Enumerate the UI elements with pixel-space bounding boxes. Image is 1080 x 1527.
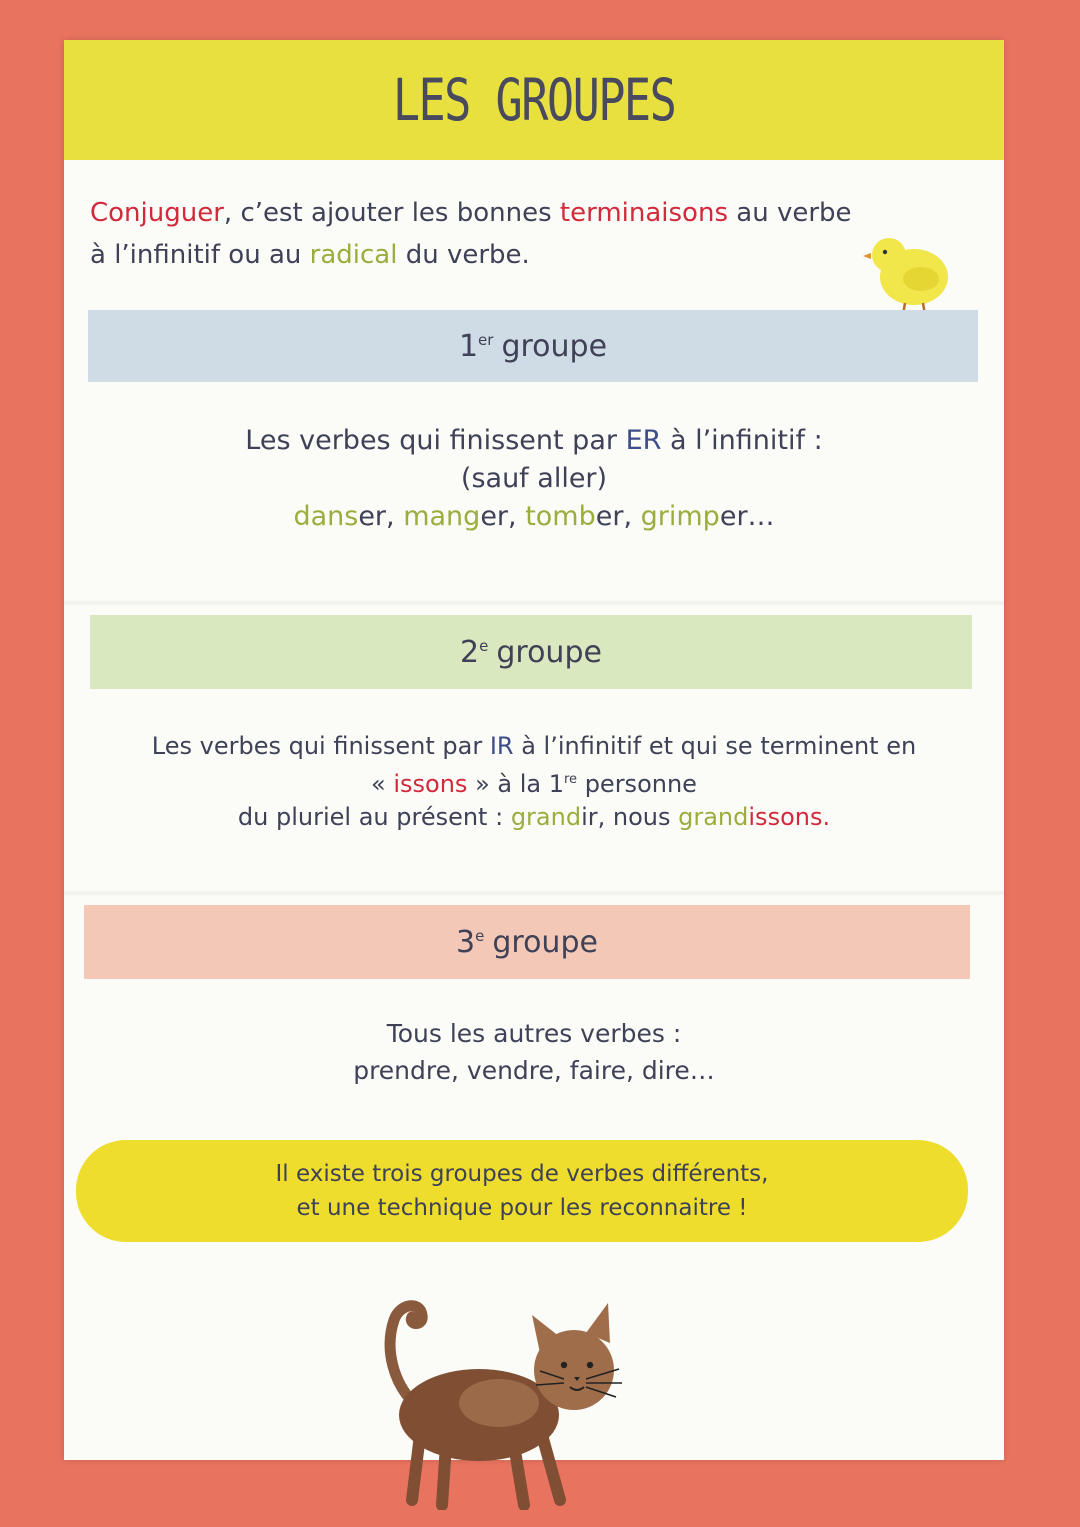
intro-word-terminaisons: terminaisons (559, 198, 728, 228)
group-2-label: groupe (496, 634, 602, 670)
group-2-number: 2 (460, 634, 480, 670)
group-3-label: groupe (492, 924, 598, 960)
group-1-er: ER (625, 425, 662, 456)
summary-line-1: Il existe trois groupes de verbes différents, (275, 1161, 769, 1187)
chick-illustration (859, 225, 969, 320)
group-2-text: à l’infinitif et qui se terminent en (513, 732, 917, 760)
group-1-label: groupe (501, 328, 608, 364)
intro-text (90, 192, 870, 276)
page-title: LES GROUPES (392, 66, 676, 134)
group-3-header (84, 905, 970, 979)
group-1-header (88, 310, 978, 382)
group-2-superscript-re: re (564, 772, 578, 787)
example-ending: ir (581, 803, 598, 831)
group-1-text: Les verbes qui finissent par (245, 425, 626, 456)
example-radical: grimp (640, 501, 720, 532)
group-3-superscript: e (475, 927, 485, 945)
group-3-description (64, 1015, 1004, 1089)
group-3-line-1: Tous les autres verbes : (386, 1019, 682, 1048)
example-separator: , (508, 501, 526, 532)
intro-word-radical: radical (309, 240, 398, 270)
example-ending: er (358, 501, 387, 532)
group-2-superscript: e (479, 637, 489, 655)
example-radical: grand (678, 803, 749, 831)
worksheet (64, 40, 1004, 1460)
group-1-superscript: er (478, 331, 494, 349)
group-2-issons: issons (393, 770, 468, 798)
group-2-header (90, 615, 972, 689)
group-2-text: » à la 1 (467, 770, 564, 798)
example-radical: grand (510, 803, 582, 831)
title-band (64, 40, 1004, 160)
group-1-examples (64, 498, 1004, 536)
paper-fold (64, 600, 1004, 606)
group-1-description (64, 422, 1004, 536)
example-separator: , (386, 501, 404, 532)
paper-fold (64, 890, 1004, 896)
intro-text-part: à l’infinitif ou au (90, 240, 310, 270)
example-ending: er (480, 501, 509, 532)
group-2-text: personne (577, 770, 697, 798)
group-1-number: 1 (458, 328, 479, 364)
group-2-ir: IR (489, 732, 514, 760)
intro-text-part: du verbe. (397, 240, 530, 270)
group-1-text: à l’infinitif : (661, 425, 823, 456)
group-3-number: 3 (456, 924, 476, 960)
intro-text-part: au verbe (728, 198, 852, 228)
group-3-examples: prendre, vendre, faire, dire… (353, 1056, 715, 1085)
example-radical: mang (403, 501, 481, 532)
group-2-text: du pluriel au présent : (237, 803, 511, 831)
example-ending: er (595, 501, 624, 532)
example-separator: , (623, 501, 641, 532)
example-ending: er (719, 501, 748, 532)
group-2-text: « (371, 770, 394, 798)
example-ending: issons. (748, 803, 831, 831)
example-radical: tomb (525, 501, 596, 532)
summary-line-2: et une technique pour les reconnaitre ! (296, 1195, 748, 1221)
example-ellipsis: … (747, 501, 775, 532)
intro-word-conjuguer: Conjuguer (90, 198, 224, 228)
group-2-text: , nous (597, 803, 679, 831)
cat-illustration (364, 1295, 634, 1510)
example-radical: dans (293, 501, 359, 532)
group-2-text: Les verbes qui finissent par (151, 732, 490, 760)
group-1-exception: (sauf aller) (460, 463, 608, 494)
summary-pill (76, 1140, 968, 1242)
intro-text-part: , c’est ajouter les bonnes (223, 198, 560, 228)
group-2-description (64, 730, 1004, 834)
